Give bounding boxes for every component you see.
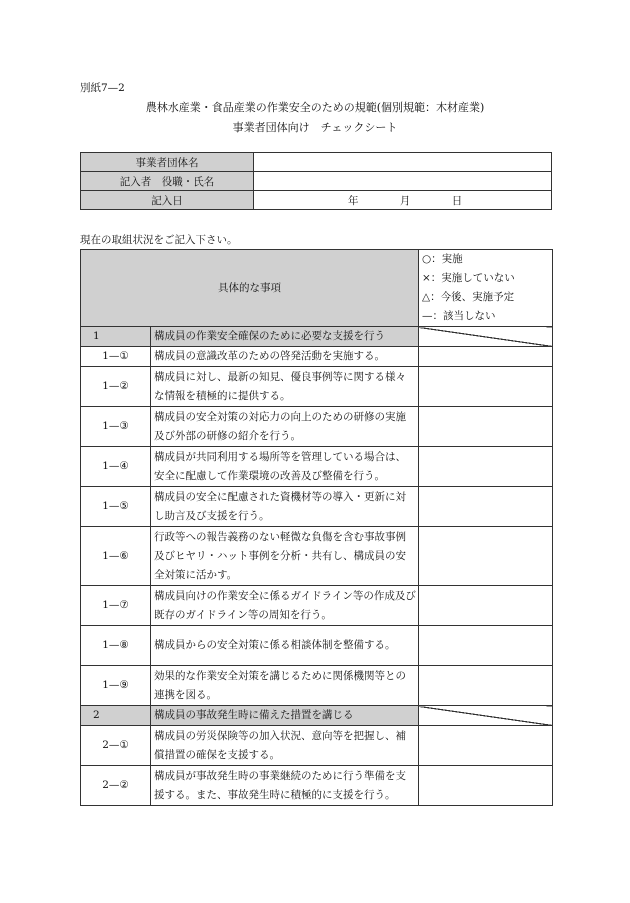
info-table: [80, 152, 552, 210]
table-row: [81, 487, 553, 527]
legend-item: —：該当しない: [422, 310, 496, 322]
legend-item: △：今後、実施予定: [422, 291, 515, 303]
table-row: [81, 527, 553, 586]
legend: [419, 250, 553, 327]
section-row: [81, 327, 553, 347]
table-row: [81, 367, 553, 407]
table-row: [81, 447, 553, 487]
table-row: [81, 766, 553, 806]
day-label: 日: [451, 194, 463, 207]
check-cell[interactable]: [419, 367, 553, 407]
table-row: [81, 726, 553, 766]
org-name-label: 事業者団体名: [81, 153, 254, 172]
check-cell[interactable]: [419, 407, 553, 447]
section-title: 構成員の事故発生時に備えた措置を講じる: [151, 706, 419, 726]
item-text: 構成員の安全対策の対応力の向上のための研修の実施及び外部の研修の紹介を行う。: [151, 407, 419, 447]
info-row-org: [81, 153, 552, 172]
writer-field[interactable]: [254, 172, 552, 191]
intro-text: 現在の取組状況をご記入下さい。: [80, 234, 238, 246]
item-text: 構成員が事故発生時の事業継続のために行う準備を支援する。また、事故発生時に積極的に支援を行う。: [151, 766, 419, 806]
item-number: 1—④: [81, 447, 151, 487]
item-number: 2—①: [81, 726, 151, 766]
table-row: [81, 586, 553, 626]
check-cell[interactable]: [419, 766, 553, 806]
date-field[interactable]: [254, 191, 552, 210]
month-label: 月: [399, 194, 411, 207]
table-row: [81, 407, 553, 447]
item-text: 構成員の労災保険等の加入状況、意向等を把握し、補償措置の確保を支援する。: [151, 726, 419, 766]
item-text: 構成員の安全に配慮された資機材等の導入・更新に対し助言及び支援を行う。: [151, 487, 419, 527]
document-id: 別紙7—2: [80, 82, 125, 94]
item-number: 1—③: [81, 407, 151, 447]
checklist-table: [80, 249, 553, 806]
item-number: 2—②: [81, 766, 151, 806]
legend-item: ×：実施していない: [422, 272, 515, 284]
check-cell[interactable]: [419, 447, 553, 487]
table-row: [81, 626, 553, 666]
table-header-row: [81, 250, 553, 327]
section-title: 構成員の作業安全確保のために必要な支援を行う: [151, 327, 419, 347]
info-row-writer: [81, 172, 552, 191]
section-number: 2: [81, 706, 151, 726]
section-number: 1: [81, 327, 151, 347]
items-header: 具体的な事項: [81, 250, 419, 327]
check-cell[interactable]: [419, 527, 553, 586]
section-slash-cell: [419, 327, 553, 347]
check-cell[interactable]: [419, 666, 553, 706]
check-cell[interactable]: [419, 487, 553, 527]
item-text: 構成員が共同利用する場所等を管理している場合は、安全に配慮して作業環境の改善及び整備を行う。: [151, 447, 419, 487]
table-row: [81, 347, 553, 367]
item-text: 構成員からの安全対策に係る相談体制を整備する。: [151, 626, 419, 666]
item-number: 1—②: [81, 367, 151, 407]
table-row: [81, 666, 553, 706]
writer-label: 記入者 役職・氏名: [81, 172, 254, 191]
org-name-field[interactable]: [254, 153, 552, 172]
item-number: 1—⑤: [81, 487, 151, 527]
item-text: 構成員向けの作業安全に係るガイドライン等の作成及び既存のガイドライン等の周知を行う。: [151, 586, 419, 626]
section-row: [81, 706, 553, 726]
check-cell[interactable]: [419, 347, 553, 367]
year-label: 年: [348, 194, 359, 207]
item-number: 1—⑨: [81, 666, 151, 706]
item-text: 効果的な作業安全対策を講じるために関係機関等との連携を図る。: [151, 666, 419, 706]
info-row-date: [81, 191, 552, 210]
check-cell[interactable]: [419, 726, 553, 766]
document-title: 農林水産業・食品産業の作業安全のための規範(個別規範：木材産業): [145, 101, 485, 114]
item-number: 1—⑥: [81, 527, 151, 586]
item-number: 1—①: [81, 347, 151, 367]
section-slash-cell: [419, 706, 553, 726]
item-number: 1—⑦: [81, 586, 151, 626]
document-subtitle: 事業者団体向け チェックシート: [232, 121, 398, 134]
item-text: 構成員に対し、最新の知見、優良事例等に関する様々な情報を積極的に提供する。: [151, 367, 419, 407]
check-cell[interactable]: [419, 626, 553, 666]
item-number: 1—⑧: [81, 626, 151, 666]
item-text: 構成員の意識改革のための啓発活動を実施する。: [151, 347, 419, 367]
date-label: 記入日: [81, 191, 254, 210]
legend-item: ○：実施: [422, 253, 463, 265]
check-cell[interactable]: [419, 586, 553, 626]
item-text: 行政等への報告義務のない軽微な負傷を含む事故事例及びヒヤリ・ハット事例を分析・共有し、構成員の安全対策に活かす。: [151, 527, 419, 586]
